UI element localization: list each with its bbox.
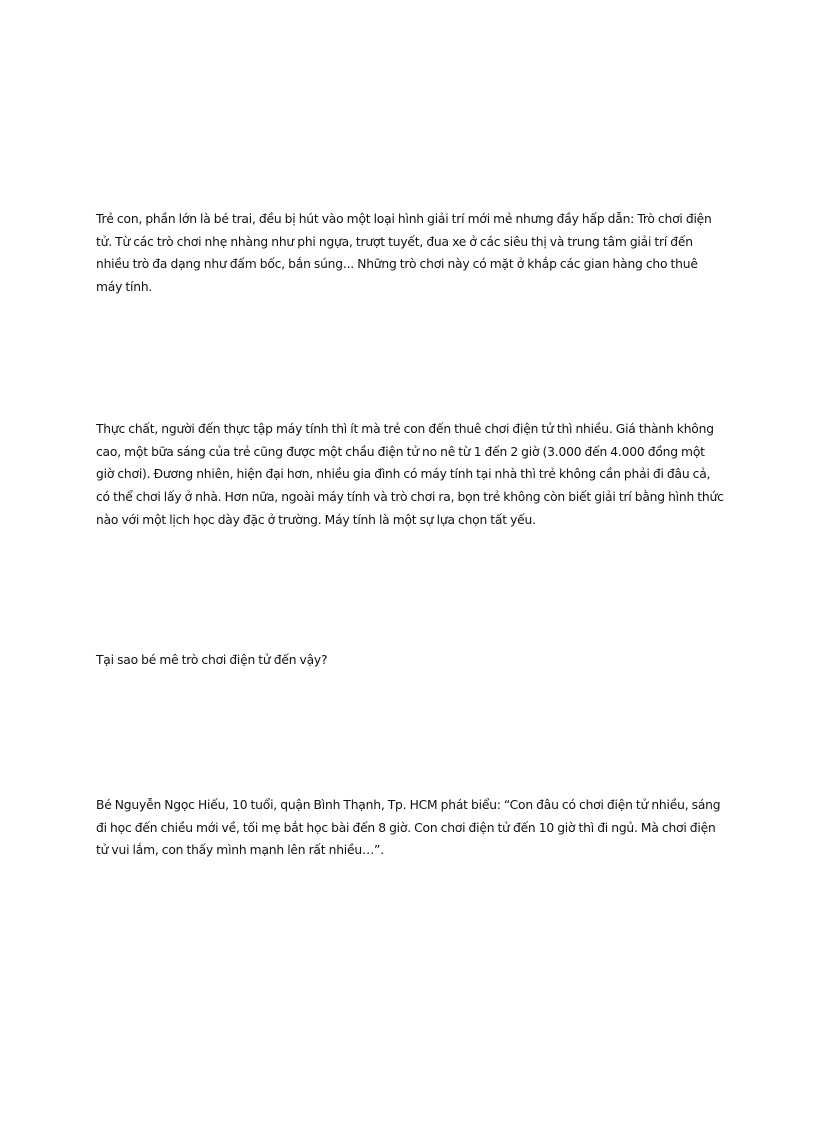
paragraph-quote: Bé Nguyễn Ngọc Hiếu, 10 tuổi, quận Bình Thạnh, Tp. HCM phát biểu: “Con đâu có chơi điện tử nhiều, sáng đi học đến chiều mới về, tối mẹ bắt học bài đến 8 giờ. Con chơi điện tử đến 10 giờ thì đi ngủ. Mà chơi điện tử vui lắm, con thấy mình mạnh lên rất nhiều…”. <box>96 798 721 858</box>
paragraph-reality: Thực chất, người đến thực tập máy tính thì ít mà trẻ con đến thuê chơi điện tử thì nhiều. Giá thành không cao, một bữa sáng của trẻ cũng được một chầu điện tử no nê từ 1 đến 2 giờ (3.000 đến 4.000 đồng một giờ chơi). Đương nhiên, hiện đại hơn, nhiều gia đình có máy tính tại nhà thì trẻ không cần phải đi đâu cả, có thể chơi lấy ở nhà. Hơn nữa, ngoài máy tính và trò chơi ra, bọn trẻ không còn biết giải trí bằng hình thức nào với một lịch học dày đặc ở trường. Máy tính là một sự lựa chọn tất yếu. <box>96 422 724 527</box>
paragraph-intro: Trẻ con, phần lớn là bé trai, đều bị hút vào một loại hình giải trí mới mẻ nhưng đầy hấp dẫn: Trò chơi điện tử. Từ các trò chơi nhẹ nhàng như phi ngựa, trượt tuyết, đua xe ở các siêu thị và trung tâm giải trí đến nhiều trò đa dạng như đấm bốc, bắn súng... Những trò chơi này có mặt ở khắp các gian hàng cho thuê máy tính. <box>96 212 712 295</box>
paragraph-question: Tại sao bé mê trò chơi điện tử đến vậy? <box>96 653 328 667</box>
